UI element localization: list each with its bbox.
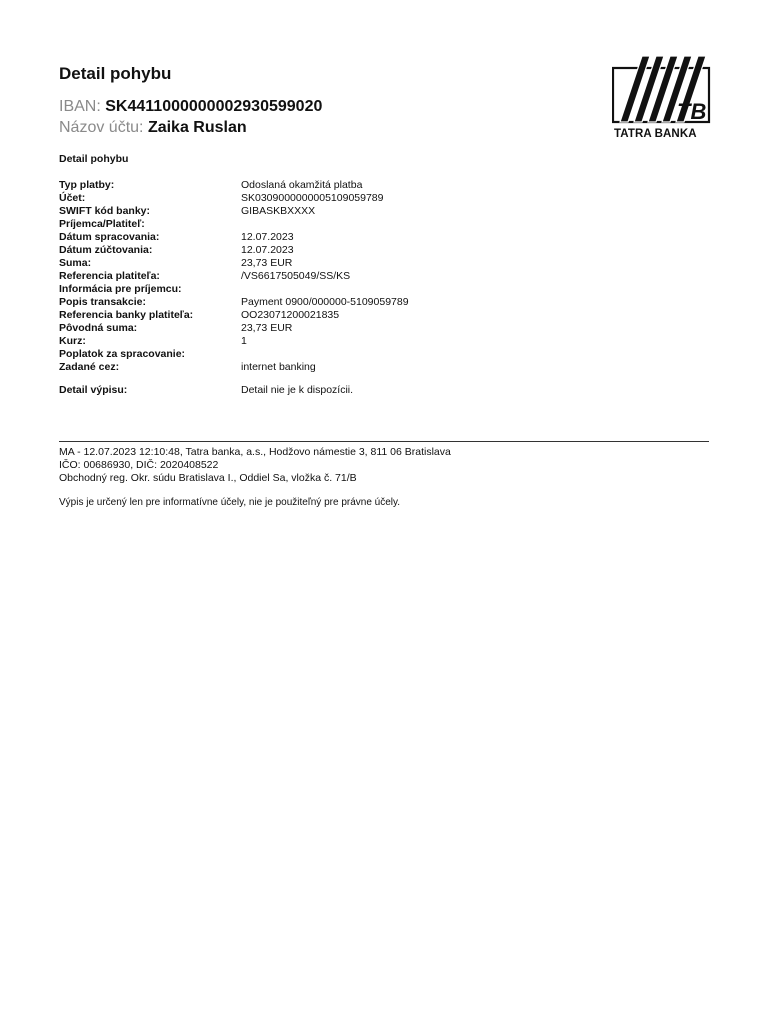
section-heading: Detail pohybu	[59, 153, 129, 165]
detail-value: 12.07.2023	[241, 231, 294, 243]
detail-row-exchange-rate	[59, 335, 719, 348]
detail-label: Zadané cez:	[59, 361, 120, 373]
detail-row-processing-date	[59, 231, 719, 244]
detail-label: Poplatok za spracovanie:	[59, 348, 186, 360]
detail-label: Kurz:	[59, 335, 86, 347]
detail-label: Účet:	[59, 192, 86, 204]
detail-row-recipient	[59, 218, 719, 231]
detail-value: OO23071200021835	[241, 309, 340, 321]
bank-logo	[612, 56, 712, 146]
detail-label: Dátum zúčtovania:	[59, 244, 153, 256]
footer-line-registration: Obchodný reg. Okr. súdu Bratislava I., Oddiel Sa, vložka č. 71/B	[59, 472, 357, 484]
detail-value: Payment 0900/000000-5109059789	[241, 296, 409, 308]
detail-label: Príjemca/Platiteľ:	[59, 218, 145, 230]
detail-value: 12.07.2023	[241, 244, 294, 256]
logo-monogram: TB	[677, 99, 707, 124]
detail-row-original-amount	[59, 322, 719, 335]
detail-row-statement-detail	[59, 384, 719, 397]
detail-value: Odoslaná okamžitá platba	[241, 179, 363, 191]
footer-line-tax-ids: IČO: 00686930, DIČ: 2020408522	[59, 459, 219, 471]
page-title: Detail pohybu	[59, 64, 172, 83]
detail-row-transaction-description	[59, 296, 719, 309]
detail-label: Typ platby:	[59, 179, 115, 191]
detail-value: 23,73 EUR	[241, 322, 293, 334]
detail-value: GIBASKBXXXX	[241, 205, 316, 217]
account-name-label: Názov účtu:	[59, 119, 144, 136]
detail-row-swift	[59, 205, 719, 218]
detail-row-payment-type	[59, 179, 719, 192]
detail-value: internet banking	[241, 361, 316, 373]
detail-value: Detail nie je k dispozícii.	[241, 384, 354, 396]
detail-row-account	[59, 192, 719, 205]
tatra-banka-logo-icon	[612, 56, 712, 128]
detail-label: Popis transakcie:	[59, 296, 146, 308]
detail-row-settlement-date	[59, 244, 719, 257]
detail-label: Detail výpisu:	[59, 384, 128, 396]
detail-value: SK0309000000005109059789	[241, 192, 384, 204]
iban-label: IBAN:	[59, 98, 101, 115]
detail-value: 23,73 EUR	[241, 257, 293, 269]
footer-line-issuer: MA - 12.07.2023 12:10:48, Tatra banka, a.s., Hodžovo námestie 3, 811 06 Bratislava	[59, 446, 451, 458]
detail-label: Suma:	[59, 257, 92, 269]
bank-name: TATRA BANKA	[614, 128, 697, 140]
disclaimer: Výpis je určený len pre informatívne účely, nie je použiteľný pre právne účely.	[59, 497, 401, 508]
iban-line	[59, 98, 322, 116]
detail-row-payer-reference	[59, 270, 719, 283]
detail-row-bank-reference	[59, 309, 719, 322]
details-table	[59, 179, 719, 397]
account-name-line	[59, 119, 247, 137]
detail-row-processing-fee	[59, 348, 719, 361]
detail-label: Referencia platiteľa:	[59, 270, 160, 282]
detail-label: Dátum spracovania:	[59, 231, 160, 243]
detail-row-amount	[59, 257, 719, 270]
detail-row-entered-via	[59, 361, 719, 374]
detail-row-recipient-info	[59, 283, 719, 296]
account-name-value: Zaika Ruslan	[147, 119, 247, 136]
detail-value: 1	[241, 335, 247, 347]
detail-label: Informácia pre príjemcu:	[59, 283, 182, 295]
iban-value: SK4411000000002930599020	[105, 98, 323, 115]
detail-value: /VS6617505049/SS/KS	[241, 270, 351, 282]
detail-label: SWIFT kód banky:	[59, 205, 151, 217]
divider	[59, 441, 709, 442]
detail-label: Referencia banky platiteľa:	[59, 309, 194, 321]
footer	[59, 446, 451, 485]
detail-label: Pôvodná suma:	[59, 322, 138, 334]
